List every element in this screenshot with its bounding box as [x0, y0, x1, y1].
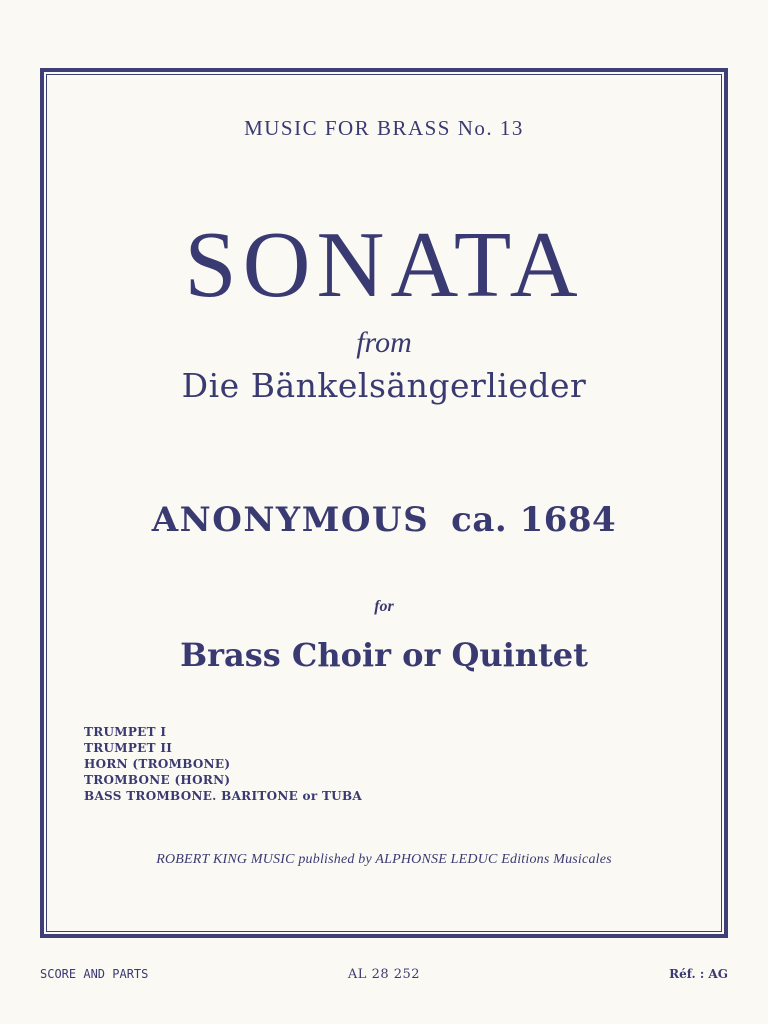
for-label: for: [374, 598, 394, 615]
reference-code: Réf. : AG: [669, 967, 728, 981]
instrument-item: TRUMPET II: [84, 741, 173, 755]
ensemble-title: Brass Choir or Quintet: [180, 636, 588, 674]
instrument-item: TRUMPET I: [84, 725, 167, 739]
series-title: MUSIC FOR BRASS No. 13: [244, 116, 524, 140]
from-label: from: [356, 326, 412, 359]
work-title: SONATA: [184, 213, 584, 317]
composition-date: ca. 1684: [451, 500, 617, 540]
catalog-number: AL 28 252: [347, 967, 421, 982]
composer-line: [40, 500, 728, 540]
instrument-item: BASS TROMBONE. BARITONE or TUBA: [84, 789, 362, 803]
composer-name: ANONYMOUS: [151, 500, 430, 540]
instrument-item: HORN (TROMBONE): [84, 757, 231, 771]
instrument-item: TROMBONE (HORN): [84, 773, 231, 787]
work-subtitle: Die Bänkelsängerlieder: [181, 366, 587, 405]
publisher-line: ROBERT KING MUSIC published by ALPHONSE LEDUC Editions Musicales: [156, 852, 612, 867]
instrument-list: [84, 724, 362, 804]
edition-type: SCORE AND PARTS: [40, 967, 149, 981]
